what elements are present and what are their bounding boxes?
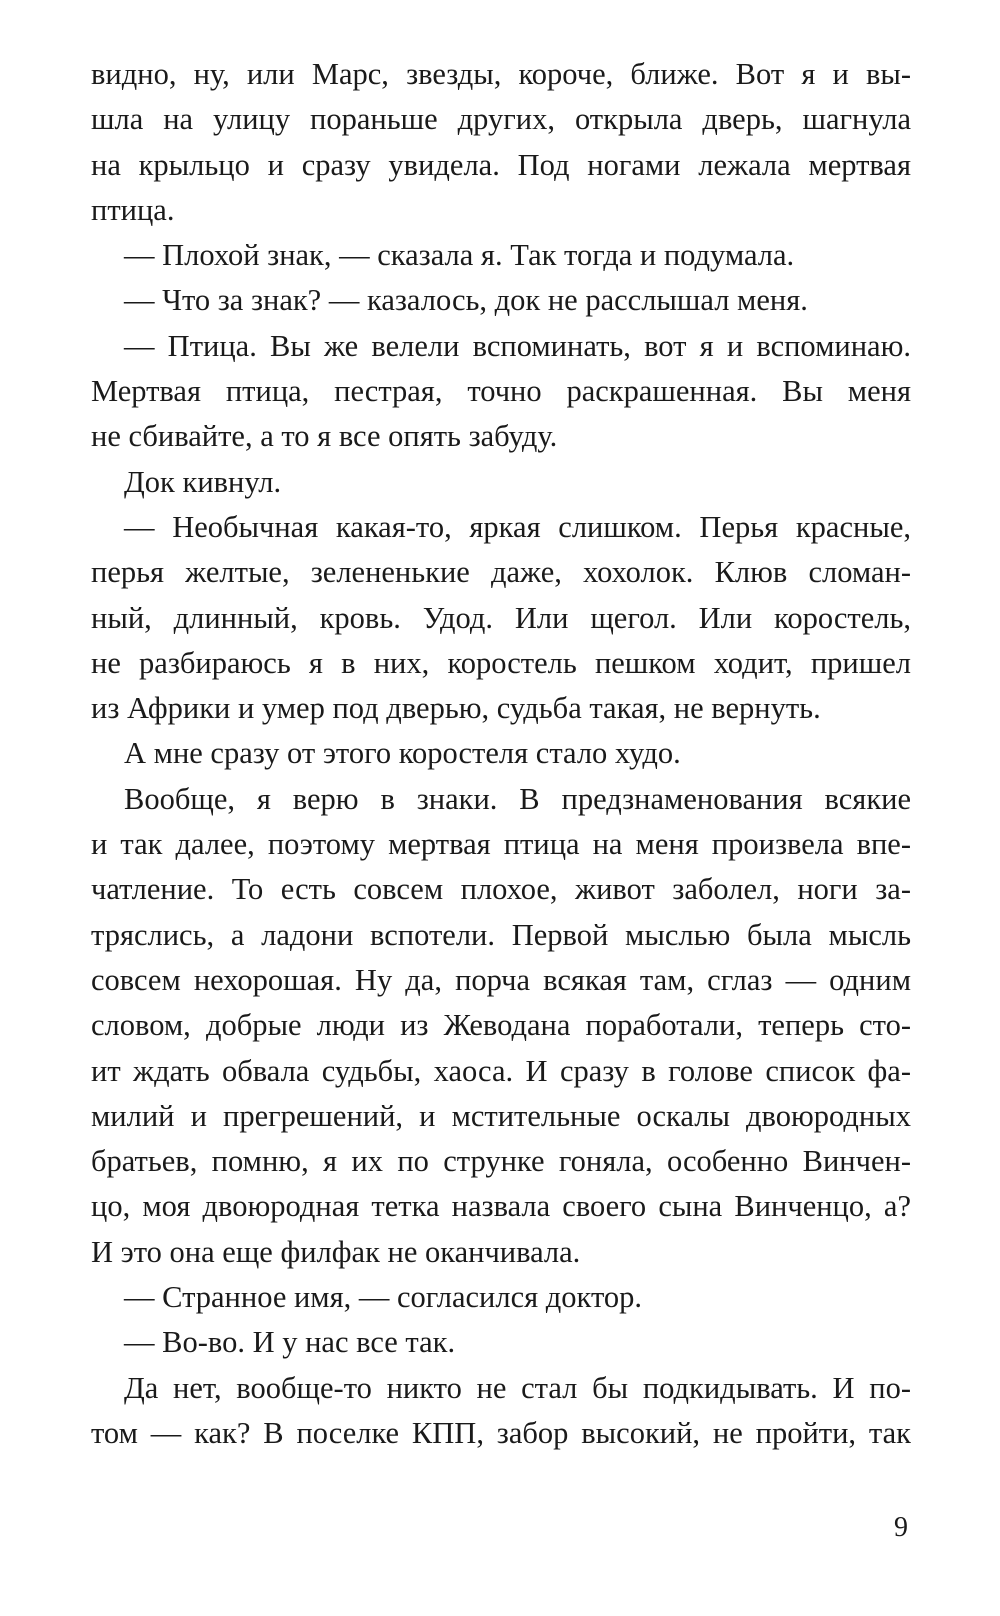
text-line: не разбираюсь я в них, коростель пешком ходит, пришел [91, 645, 911, 680]
text-line: А мне сразу от этого коростеля стало худо. [124, 736, 681, 771]
text-line: и так далее, поэтому мертвая птица на меня произвела впе- [91, 827, 911, 862]
text-line: из Африки и умер под дверью, судьба такая, не вернуть. [91, 691, 821, 726]
text-line: Док кивнул. [124, 464, 282, 499]
text-line: перья желтые, зелененькие даже, хохолок. Клюв сломан- [91, 555, 911, 590]
text-line: не сбивайте, а то я все опять забуду. [91, 419, 558, 454]
text-line: чатление. То есть совсем плохое, живот заболел, ноги за- [91, 872, 911, 907]
text-line: — Необычная какая-то, яркая слишком. Перья красные, [124, 509, 911, 544]
text-line: — Во-во. И у нас все так. [124, 1325, 456, 1360]
text-line: ит ждать обвала судьбы, хаоса. И сразу в голове список фа- [91, 1053, 911, 1088]
text-line: на крыльцо и сразу увидела. Под ногами лежала мертвая [91, 147, 911, 182]
text-line: ный, длинный, кровь. Удод. Или щегол. Или коростель, [91, 600, 911, 635]
text-line: том — как? В поселке КПП, забор высокий, не пройти, так [91, 1415, 911, 1450]
text-line: братьев, помню, я их по струнке гоняла, особенно Винчен- [91, 1144, 911, 1179]
text-line: — Птица. Вы же велели вспоминать, вот я и вспоминаю. [124, 328, 911, 363]
text-line: Да нет, вообще-то никто не стал бы подкидывать. И по- [124, 1370, 911, 1405]
text-line: птица. [91, 192, 175, 227]
page-number: 9 [894, 1512, 908, 1543]
text-line: совсем нехорошая. Ну да, порча всякая там, сглаз — одним [91, 962, 911, 997]
text-line: Вообще, я верю в знаки. В предзнаменования всякие [124, 781, 911, 816]
text-line: шла на улицу пораньше других, открыла дверь, шагнула [91, 102, 911, 137]
text-line: Мертвая птица, пестрая, точно раскрашенная. Вы меня [91, 374, 911, 409]
body-text [91, 52, 911, 1456]
text-line: — Что за знак? — казалось, док не расслышал меня. [124, 283, 808, 318]
text-line: — Плохой знак, — сказала я. Так тогда и подумала. [124, 238, 795, 273]
text-line: словом, добрые люди из Жеводана поработали, теперь сто- [91, 1008, 911, 1043]
text-line: тряслись, а ладони вспотели. Первой мыслью была мысль [91, 917, 911, 952]
text-line: цо, моя двоюродная тетка назвала своего сына Винченцо, а? [91, 1189, 911, 1224]
text-line: И это она еще филфак не оканчивала. [91, 1234, 581, 1269]
text-line: видно, ну, или Марс, звезды, короче, ближе. Вот я и вы- [91, 57, 911, 91]
text-line: милий и прегрешений, и мстительные оскалы двоюродных [91, 1098, 911, 1133]
text-line: — Странное имя, — согласился доктор. [124, 1280, 643, 1315]
